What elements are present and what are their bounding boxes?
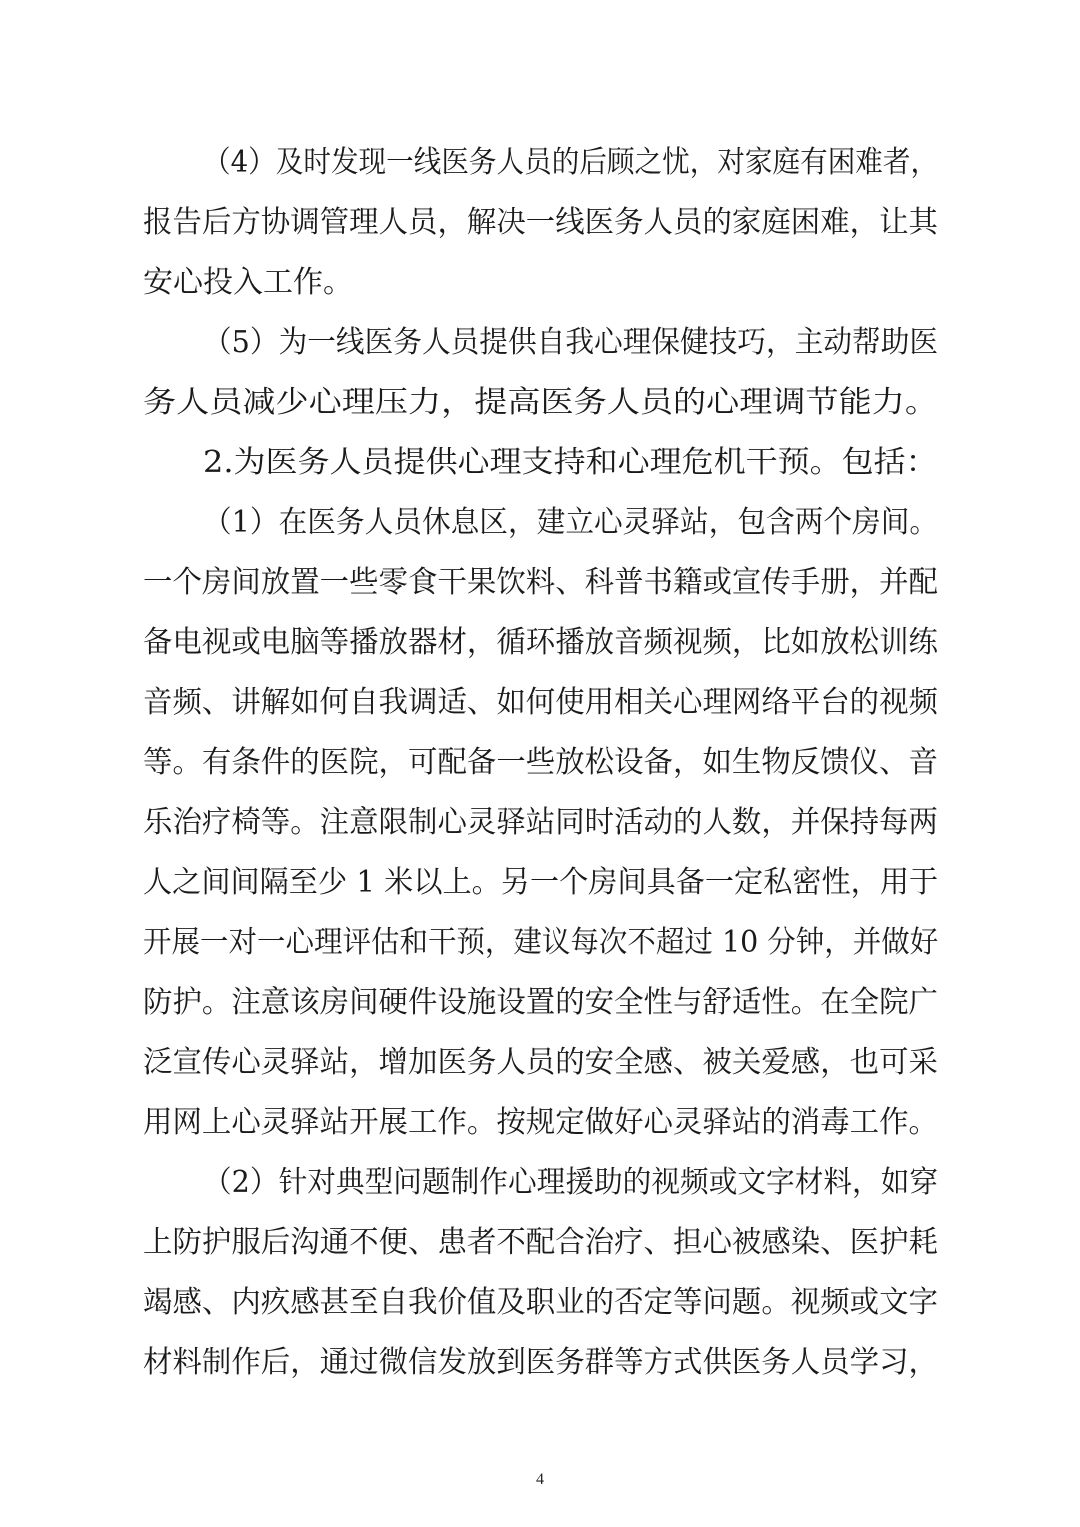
text-line-7: （1）在医务人员休息区，建立心灵驿站，包含两个房间。	[203, 505, 939, 540]
text-line-18: （2）针对典型问题制作心理援助的视频或文字材料，如穿	[203, 1165, 939, 1200]
text-line-6: 2.为医务人员提供心理支持和心理危机干预。包括：	[203, 445, 938, 480]
text-line-19: 上防护服后沟通不便、患者不配合治疗、担心被感染、医护耗	[143, 1225, 938, 1260]
text-line-1: （4）及时发现一线医务人员的后顾之忧，对家庭有困难者，	[203, 145, 939, 180]
text-line-10: 音频、讲解如何自我调适、如何使用相关心理网络平台的视频	[143, 685, 938, 720]
text-line-9: 备电视或电脑等播放器材，循环播放音频视频，比如放松训练	[143, 625, 938, 660]
text-line-17: 用网上心灵驿站开展工作。按规定做好心灵驿站的消毒工作。	[143, 1105, 938, 1140]
text-line-12: 乐治疗椅等。注意限制心灵驿站同时活动的人数，并保持每两	[143, 805, 938, 840]
text-line-8: 一个房间放置一些零食干果饮料、科普书籍或宣传手册，并配	[143, 565, 938, 600]
text-line-20: 竭感、内疚感甚至自我价值及职业的否定等问题。视频或文字	[143, 1285, 938, 1320]
text-line-13: 人之间间隔至少 1 米以上。另一个房间具备一定私密性，用于	[143, 865, 939, 900]
text-line-3: 安心投入工作。	[143, 265, 353, 300]
text-line-21: 材料制作后，通过微信发放到医务群等方式供医务人员学习，	[143, 1345, 938, 1380]
page-number: 4	[536, 1471, 544, 1488]
text-line-11: 等。有条件的医院，可配备一些放松设备，如生物反馈仪、音	[143, 745, 938, 780]
text-line-4: （5）为一线医务人员提供自我心理保健技巧，主动帮助医	[203, 325, 939, 360]
text-line-2: 报告后方协调管理人员，解决一线医务人员的家庭困难，让其	[143, 205, 938, 240]
text-line-5: 务人员减少心理压力，提高医务人员的心理调节能力。	[143, 385, 938, 420]
text-line-14: 开展一对一心理评估和干预，建议每次不超过 10 分钟，并做好	[143, 925, 939, 960]
text-line-15: 防护。注意该房间硬件设施设置的安全性与舒适性。在全院广	[143, 985, 938, 1020]
text-line-16: 泛宣传心灵驿站，增加医务人员的安全感、被关爱感，也可采	[143, 1045, 938, 1080]
